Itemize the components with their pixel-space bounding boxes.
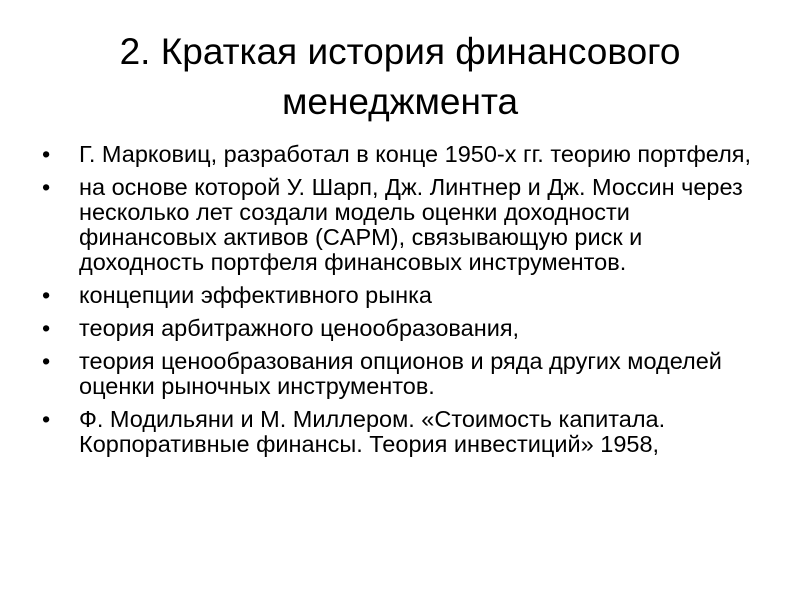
list-item (40, 142, 770, 167)
bullet-text: на основе которой У. Шарп, Дж. Линтнер и Дж. Моссин через несколько лет создали модель оценки доходности финансовых активов (CAPM), связывающую риск и доходность портфеля финансовых инструментов. (79, 174, 743, 275)
bullet-icon: • (42, 141, 51, 167)
bullet-icon: • (42, 282, 51, 308)
bullet-list (40, 142, 770, 465)
bullet-text: концепции эффективного рынка (79, 282, 432, 308)
bullet-icon: • (42, 315, 51, 341)
bullet-icon: • (42, 174, 51, 200)
list-item (40, 349, 770, 399)
bullet-text: Г. Марковиц, разработал в конце 1950-х гг. теорию портфеля, (79, 141, 752, 167)
list-item (40, 316, 770, 341)
bullet-text: теория ценообразования опционов и ряда других моделей оценки рыночных инструментов. (79, 348, 722, 399)
list-item (40, 283, 770, 308)
list-item (40, 175, 770, 275)
bullet-text: теория арбитражного ценообразования, (79, 315, 520, 341)
slide-title: 2. Краткая история финансового менеджмента (119, 31, 681, 122)
bullet-text: Ф. Модильяни и М. Миллером. «Стоимость капитала. Корпоративные финансы. Теория инвестиций» 1958, (79, 406, 666, 457)
list-item (40, 407, 770, 457)
bullet-icon: • (42, 406, 51, 432)
bullet-icon: • (42, 348, 51, 374)
